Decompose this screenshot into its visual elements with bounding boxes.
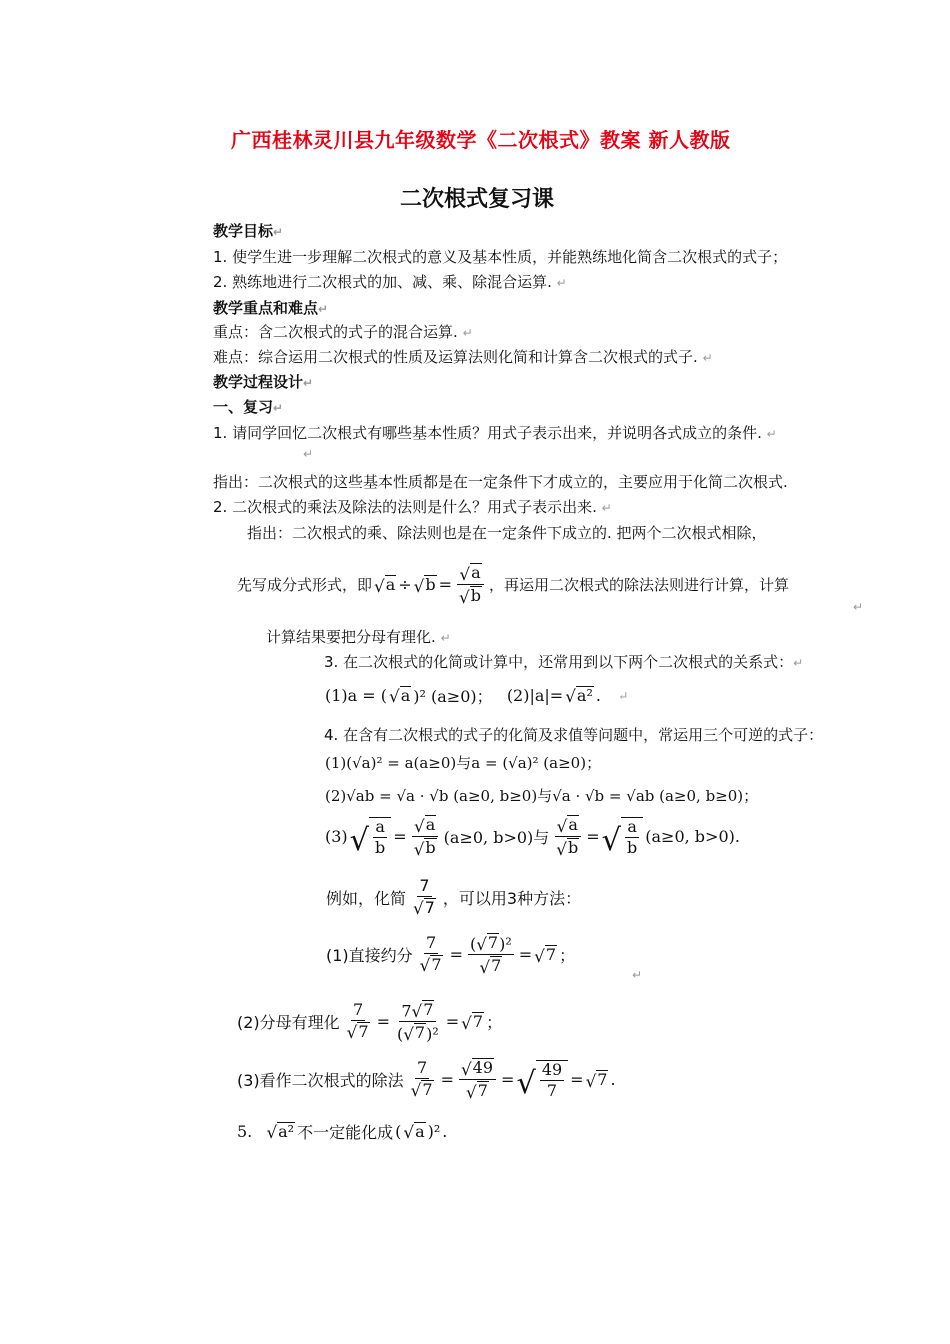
- item-4-formula-1: (1)(√a)² = a(a≥0)与a = (√a)² (a≥0)；: [325, 754, 602, 772]
- difficulty: 难点：综合运用二次根式的性质及运算法则化简和计算含二次根式的式子. ↵: [213, 348, 713, 366]
- paragraph-mark: ↵: [303, 447, 314, 461]
- method-2: (2)分母有理化 7 √ 7 = 7 √ 7 ( √ 7 )² = √ 7 ；: [237, 1000, 503, 1044]
- division-rule-line: 先写成分式形式，即 √ a ÷ √ b = √ a √ b ，再运用二次根式的除法法则进行计算，计算: [237, 563, 789, 607]
- method-3: (3)看作二次根式的除法 7 √ 7 = √ 49 √ 7 = √ $\frac{49}{7}$ = √ 7 .: [237, 1058, 616, 1102]
- goal-item-2: 2. 熟练地进行二次根式的加、减、乘、除混合运算. ↵: [213, 273, 567, 291]
- paragraph-mark: ↵: [853, 600, 864, 614]
- process-heading: 教学过程设计↵: [213, 373, 314, 391]
- review-heading: 一、复习↵: [213, 398, 284, 416]
- key-point: 重点：含二次根式的式子的混合运算. ↵: [213, 323, 473, 341]
- document-header-title: 广西桂林灵川县九年级数学《二次根式》教案 新人教版: [231, 128, 731, 152]
- note-1: 指出：二次根式的这些基本性质都是在一定条件下才成立的，主要应用于化简二次根式.: [213, 473, 788, 491]
- goal-heading: 教学目标↵: [213, 222, 284, 240]
- method-1: (1)直接约分 7 √ 7 = ( √ 7 )² √ 7 = √ 7 ；: [326, 933, 576, 977]
- lesson-title: 二次根式复习课: [400, 187, 555, 212]
- example-intro: 例如，化简 7 √ 7 ，可以用3种方法：: [326, 876, 582, 919]
- item-4: 4. 在含有二次根式的式子的化简及求值等问题中，常运用三个可逆的式子：: [324, 726, 824, 744]
- note-2: 指出：二次根式的乘、除法则也是在一定条件下成立的. 把两个二次根式相除，: [247, 524, 767, 542]
- review-question-1: 1. 请同学回忆二次根式有哪些基本性质？用式子表示出来，并说明各式成立的条件. ↵: [213, 424, 777, 442]
- key-heading: 教学重点和难点↵: [213, 299, 329, 317]
- item-5: 5. √ a² 不一定能化成 ( √ a )² .: [237, 1121, 448, 1143]
- item-4-formula-3: (3) √ $\frac{a}{b}$ = √ a √ b (a≥0, b>0)与 √ a √ b = √ $\frac{a}{b}$ (a≥0, b>0).: [325, 815, 740, 859]
- item-3: 3. 在二次根式的化简或计算中，还常用到以下两个二次根式的关系式：↵: [324, 653, 804, 671]
- division-result-note: 计算结果要把分母有理化. ↵: [266, 628, 451, 646]
- paragraph-mark: ↵: [632, 968, 643, 982]
- goal-item-1: 1. 使学生进一步理解二次根式的意义及基本性质，并能熟练地化简含二次根式的式子；: [213, 248, 788, 266]
- item-3-formulas: (1)a = ( √ a )² (a≥0)； (2)|a|= √ a² . ↵: [325, 685, 629, 707]
- review-question-2: 2. 二次根式的乘法及除法的法则是什么？用式子表示出来. ↵: [213, 498, 612, 516]
- item-4-formula-2: (2)√ab = √a · √b (a≥0, b≥0)与√a · √b = √ab (a≥0, b≥0)；: [325, 787, 759, 805]
